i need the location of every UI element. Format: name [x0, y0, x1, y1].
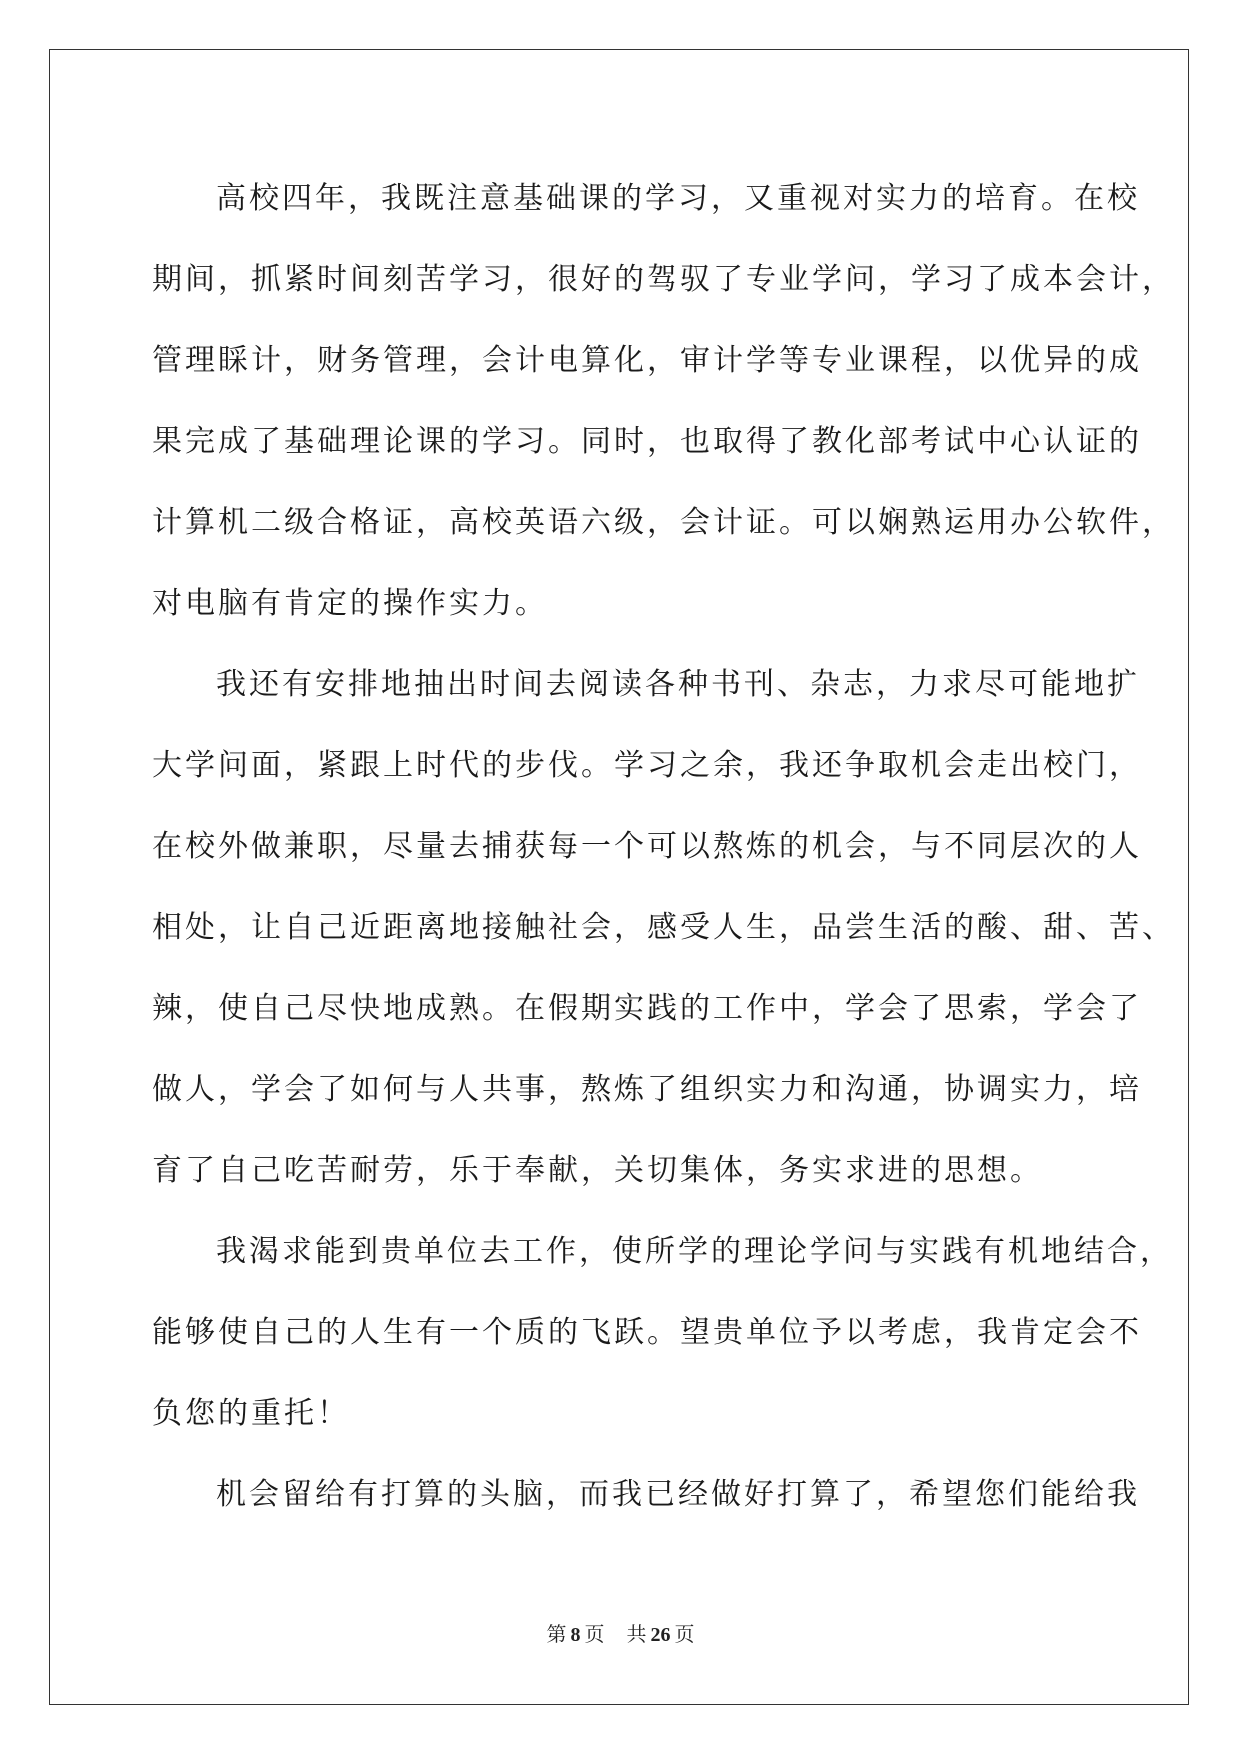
- text-line: 管理睬计，财务管理，会计电算化，审计学等专业课程，以优异的成: [152, 343, 1142, 378]
- paragraph-3: [152, 1211, 1173, 1454]
- text-line: 我还有安排地抽出时间去阅读各种书刊、杂志，力求尽可能地扩: [216, 667, 1140, 702]
- text-line: 高校四年，我既注意基础课的学习，又重视对实力的培育。在校: [216, 181, 1140, 216]
- page-prefix: 第: [546, 1624, 567, 1646]
- text-line: 大学问面，紧跟上时代的步伐。学习之余，我还争取机会走出校门，: [152, 748, 1142, 783]
- total-prefix: 共: [626, 1624, 647, 1646]
- text-line: 相处，让自己近距离地接触社会，感受人生，品尝生活的酸、甜、苦、: [152, 910, 1175, 945]
- page-footer: [0, 1618, 1241, 1647]
- text-line: 机会留给有打算的头脑，而我已经做好打算了，希望您们能给我: [216, 1477, 1140, 1512]
- paragraph-4: [152, 1454, 1140, 1535]
- paragraph-1: [152, 158, 1175, 644]
- text-line: 辣，使自己尽快地成熟。在假期实践的工作中，学会了思索，学会了: [152, 991, 1142, 1026]
- text-line: 期间，抓紧时间刻苦学习，很好的驾驭了专业学问，学习了成本会计，: [152, 262, 1175, 297]
- text-line: 我渴求能到贵单位去工作，使所学的理论学问与实践有机地结合，: [216, 1234, 1173, 1269]
- text-line: 计算机二级合格证，高校英语六级，会计证。可以娴熟运用办公软件，: [152, 505, 1175, 540]
- page-suffix: 页: [584, 1624, 605, 1646]
- document-body: [152, 158, 1175, 1535]
- text-line: 对电脑有肯定的操作实力。: [152, 586, 548, 621]
- page-number: 8: [570, 1624, 581, 1646]
- text-line: 在校外做兼职，尽量去捕获每一个可以熬炼的机会，与不同层次的人: [152, 829, 1142, 864]
- total-pages: 26: [650, 1624, 671, 1646]
- text-line: 育了自己吃苦耐劳，乐于奉献，关切集体，务实求进的思想。: [152, 1153, 1043, 1188]
- text-line: 做人，学会了如何与人共事，熬炼了组织实力和沟通，协调实力，培: [152, 1072, 1142, 1107]
- text-line: 负您的重托！: [152, 1396, 350, 1431]
- paragraph-2: [152, 644, 1175, 1211]
- text-line: 能够使自己的人生有一个质的飞跃。望贵单位予以考虑，我肯定会不: [152, 1315, 1142, 1350]
- total-suffix: 页: [674, 1624, 695, 1646]
- text-line: 果完成了基础理论课的学习。同时，也取得了教化部考试中心认证的: [152, 424, 1142, 459]
